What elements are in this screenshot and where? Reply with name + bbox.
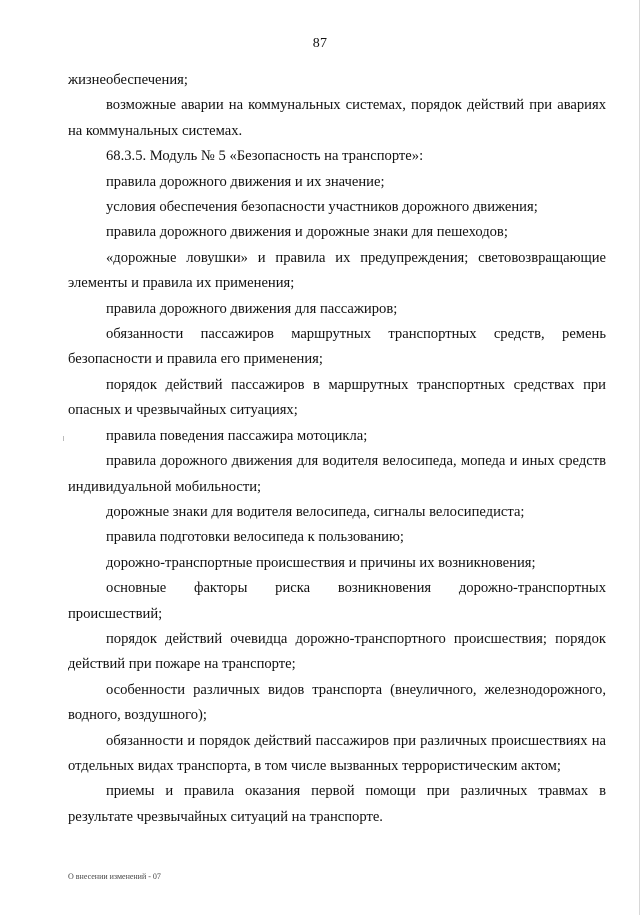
paragraph: правила дорожного движения и дорожные знаки для пешеходов; xyxy=(106,224,508,241)
paragraph: дорожно-транспортные происшествия и причины их возникновения; xyxy=(106,554,536,571)
paragraph: правила дорожного движения и их значение; xyxy=(106,173,385,190)
paragraph: правила дорожного движения для пассажиров; xyxy=(106,300,398,317)
paragraph: обязанности пассажиров маршрутных транспортных средств, ремень безопасности и правила его применения; xyxy=(68,326,606,368)
paragraph: правила дорожного движения для водителя велосипеда, мопеда и иных средств индивидуальной мобильности; xyxy=(68,453,606,495)
module-heading: 68.3.5. Модуль № 5 «Безопасность на транспорте»: xyxy=(106,148,424,165)
page-number: 87 xyxy=(312,36,328,51)
paragraph: особенности различных видов транспорта (внеуличного, железнодорожного, водного, воздушного); xyxy=(68,681,606,724)
scan-mark xyxy=(63,436,64,441)
paragraph: дорожные знаки для водителя велосипеда, сигналы велосипедиста; xyxy=(106,503,525,520)
page-footer: О внесении изменений - 07 xyxy=(68,872,161,881)
paragraph: основные факторы риска возникновения дорожно-транспортных происшествий; xyxy=(68,580,606,622)
paragraph: возможные аварии на коммунальных системах, порядок действий при авариях на коммунальных системах. xyxy=(68,97,606,139)
paragraph: порядок действий очевидца дорожно-транспортного происшествия; порядок действий при пожаре на транспорте; xyxy=(68,630,606,673)
paragraph: приемы и правила оказания первой помощи при различных травмах в результате чрезвычайных ситуаций на транспорте. xyxy=(68,783,606,825)
paragraph: правила подготовки велосипеда к пользованию; xyxy=(106,529,404,546)
paragraph: «дорожные ловушки» и правила их предупреждения; световозвращающие элементы и правила их применения; xyxy=(68,249,606,292)
paragraph: жизнеобеспечения; xyxy=(68,72,188,88)
paragraph: порядок действий пассажиров в маршрутных транспортных средствах при опасных и чрезвычайных ситуациях; xyxy=(68,376,606,419)
paragraph: условия обеспечения безопасности участников дорожного движения; xyxy=(106,199,538,216)
paragraph: правила поведения пассажира мотоцикла; xyxy=(106,427,368,444)
paragraph: обязанности и порядок действий пассажиров при различных происшествиях на отдельных видах транспорта, в том числе вызванных террористическим актом; xyxy=(68,732,606,774)
document-body xyxy=(68,68,606,830)
